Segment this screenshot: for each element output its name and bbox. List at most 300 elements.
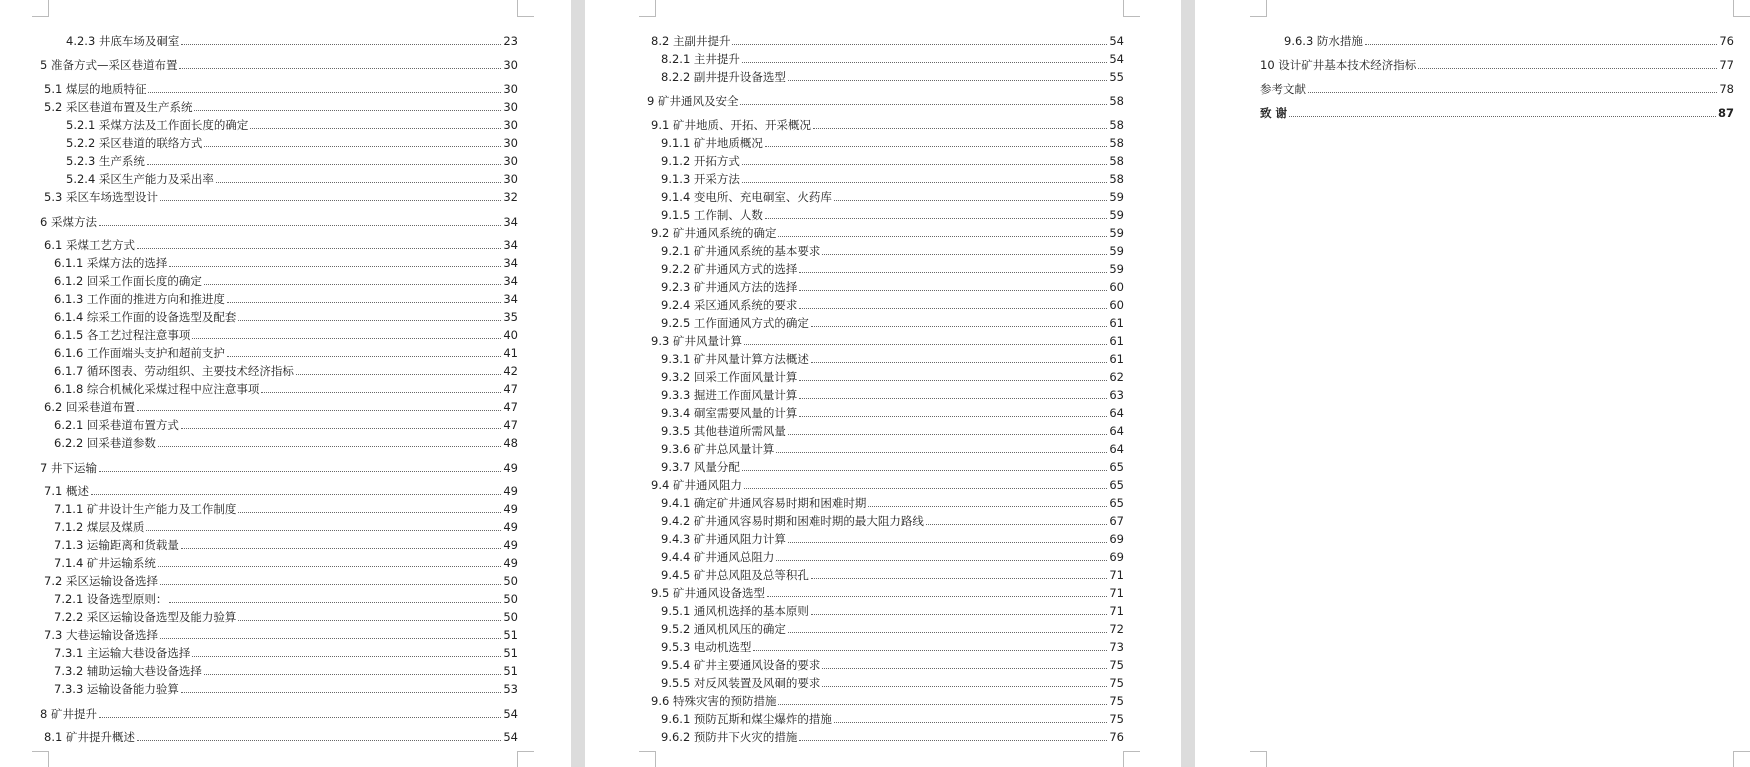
dot-leader	[742, 164, 1107, 165]
toc-page-number: 54	[1109, 34, 1124, 48]
toc-entry-title: 8.1 矿井提升概述	[44, 730, 135, 744]
toc-page-number: 58	[1109, 94, 1124, 108]
dot-leader	[158, 446, 501, 447]
toc-entry-title: 9.2.1 矿井通风系统的基本要求	[661, 244, 821, 258]
toc-entry[interactable]	[54, 291, 518, 307]
toc-entry[interactable]	[1284, 33, 1734, 49]
toc-entry-title: 6.1.1 采煤方法的选择	[54, 256, 168, 270]
toc-entry[interactable]	[661, 351, 1124, 367]
dot-leader	[834, 200, 1107, 201]
toc-entry-title: 9.3.5 其他巷道所需风量	[661, 424, 786, 438]
dot-leader	[160, 200, 501, 201]
dot-leader	[181, 548, 501, 549]
toc-entry[interactable]	[54, 591, 518, 607]
toc-entry-title: 6.2 回采巷道布置	[44, 400, 135, 414]
toc-page-number: 77	[1719, 58, 1734, 72]
dot-leader	[822, 668, 1107, 669]
dot-leader	[799, 308, 1107, 309]
toc-entry[interactable]	[661, 549, 1124, 565]
page-corner-mark	[1123, 0, 1140, 17]
toc-entry[interactable]	[54, 363, 518, 379]
dot-leader	[146, 530, 501, 531]
dot-leader	[765, 146, 1107, 147]
dot-leader	[740, 104, 1107, 105]
toc-entry-title: 7.2.2 采区运输设备选型及能力验算	[54, 610, 237, 624]
page-corner-mark	[639, 0, 656, 17]
dot-leader	[778, 704, 1107, 705]
dot-leader	[799, 416, 1107, 417]
toc-entry[interactable]	[44, 81, 518, 97]
toc-entry-title: 9.6 特殊灾害的预防措施	[651, 694, 777, 708]
dot-leader	[181, 428, 501, 429]
toc-entry[interactable]	[661, 675, 1124, 691]
dot-leader	[776, 452, 1107, 453]
toc-entry-title: 8 矿井提升	[40, 707, 97, 721]
toc-entry[interactable]	[661, 51, 1124, 67]
dot-leader	[137, 740, 501, 741]
toc-entry[interactable]	[44, 399, 518, 415]
toc-entry-title: 5.2.4 采区生产能力及采出率	[66, 172, 214, 186]
dot-leader	[765, 218, 1107, 219]
toc-page-number: 58	[1109, 136, 1124, 150]
document-page-3	[1195, 0, 1750, 767]
toc-entry-title: 6.2.2 回采巷道参数	[54, 436, 156, 450]
toc-entry[interactable]	[661, 513, 1124, 529]
toc-entry-title: 6.1.7 循环图表、劳动组织、主要技术经济指标	[54, 364, 294, 378]
toc-page-number: 49	[503, 502, 518, 516]
toc-entry-title: 6 采煤方法	[40, 215, 97, 229]
toc-entry[interactable]	[651, 33, 1124, 49]
toc-entry-title: 9.4.5 矿井总风阻及总等积孔	[661, 568, 809, 582]
toc-entry[interactable]	[54, 255, 518, 271]
dot-leader	[742, 182, 1107, 183]
toc-page-number: 64	[1109, 442, 1124, 456]
toc-entry[interactable]	[661, 207, 1124, 223]
toc-entry[interactable]	[54, 501, 518, 517]
toc-page-number: 47	[503, 382, 518, 396]
toc-page-number: 75	[1109, 694, 1124, 708]
toc-page-number: 49	[503, 556, 518, 570]
toc-page-number: 63	[1109, 388, 1124, 402]
dot-leader	[811, 578, 1107, 579]
toc-entry-title: 10 设计矿井基本技术经济指标	[1260, 58, 1417, 72]
toc-entry-title: 5.1 煤层的地质特征	[44, 82, 147, 96]
toc-entry-title: 9.4 矿井通风阻力	[651, 478, 742, 492]
dot-leader	[799, 290, 1107, 291]
toc-page-number: 48	[503, 436, 518, 450]
dot-leader	[753, 650, 1107, 651]
document-page-2	[585, 0, 1181, 767]
toc-entry-title: 6.1.5 各工艺过程注意事项	[54, 328, 191, 342]
dot-leader	[204, 674, 501, 675]
toc-entry[interactable]	[651, 333, 1124, 349]
toc-page-number: 40	[503, 328, 518, 342]
toc-entry[interactable]	[661, 657, 1124, 673]
toc-entry[interactable]	[54, 681, 518, 697]
toc-page-number: 71	[1109, 586, 1124, 600]
dot-leader	[822, 254, 1107, 255]
toc-page-number: 59	[1109, 226, 1124, 240]
toc-page-number: 65	[1109, 460, 1124, 474]
toc-entry[interactable]	[54, 537, 518, 553]
toc-entry[interactable]	[661, 297, 1124, 313]
dot-leader	[194, 110, 501, 111]
dot-leader	[147, 164, 501, 165]
dot-leader	[868, 506, 1107, 507]
dot-leader	[799, 398, 1107, 399]
toc-entry-title: 7.1 概述	[44, 484, 89, 498]
toc-entry[interactable]	[661, 315, 1124, 331]
toc-page-number: 76	[1109, 730, 1124, 744]
dot-leader	[160, 584, 501, 585]
dot-leader	[296, 374, 501, 375]
toc-entry[interactable]	[661, 495, 1124, 511]
toc-entry-title: 9.5.1 通风机选择的基本原则	[661, 604, 809, 618]
toc-entry[interactable]	[66, 117, 518, 133]
toc-page-number: 30	[503, 58, 518, 72]
dot-leader	[261, 392, 501, 393]
toc-entry[interactable]	[661, 423, 1124, 439]
toc-page-number: 35	[503, 310, 518, 324]
toc-page-number: 58	[1109, 154, 1124, 168]
toc-entry-title: 5 准备方式—采区巷道布置	[40, 58, 178, 72]
toc-page-number: 59	[1109, 190, 1124, 204]
toc-entry-title: 9.1.5 工作制、人数	[661, 208, 763, 222]
toc-entry-title: 7 井下运输	[40, 461, 97, 475]
toc-entry[interactable]	[44, 573, 518, 589]
toc-page-number: 49	[503, 461, 518, 475]
toc-entry[interactable]	[44, 729, 518, 745]
dot-leader	[834, 722, 1107, 723]
toc-entry[interactable]	[54, 327, 518, 343]
dot-leader	[158, 566, 501, 567]
toc-entry[interactable]	[66, 135, 518, 151]
toc-entry[interactable]	[661, 639, 1124, 655]
toc-page-number: 50	[503, 610, 518, 624]
toc-entry[interactable]	[40, 214, 518, 230]
toc-entry-title: 5.2 采区巷道布置及生产系统	[44, 100, 193, 114]
toc-page-number: 47	[503, 418, 518, 432]
toc-entry[interactable]	[661, 153, 1124, 169]
dot-leader	[767, 596, 1107, 597]
toc-page-number: 30	[503, 100, 518, 114]
toc-entry-title: 9.2.3 矿井通风方法的选择	[661, 280, 798, 294]
toc-entry-title: 5.2.3 生产系统	[66, 154, 145, 168]
toc-page-number: 34	[503, 274, 518, 288]
toc-entry[interactable]	[40, 460, 518, 476]
toc-entry-title: 9.3.3 掘进工作面风量计算	[661, 388, 798, 402]
toc-page-number: 51	[503, 664, 518, 678]
dot-leader	[216, 182, 501, 183]
toc-entry[interactable]	[44, 237, 518, 253]
dot-leader	[822, 686, 1107, 687]
toc-entry-title: 7.3 大巷运输设备选择	[44, 628, 158, 642]
toc-entry-title: 9.5.5 对反风装置及风硐的要求	[661, 676, 821, 690]
toc-page-number: 65	[1109, 478, 1124, 492]
dot-leader	[238, 512, 501, 513]
toc-entry-title: 8.2.2 副井提升设备选型	[661, 70, 786, 84]
dot-leader	[811, 362, 1107, 363]
toc-entry[interactable]	[651, 477, 1124, 493]
toc-page-number: 73	[1109, 640, 1124, 654]
dot-leader	[926, 524, 1107, 525]
dot-leader	[99, 717, 501, 718]
toc-entry-title: 8.2 主副井提升	[651, 34, 731, 48]
toc-entry-title: 7.3.1 主运输大巷设备选择	[54, 646, 191, 660]
toc-page-number: 54	[503, 730, 518, 744]
toc-entry[interactable]	[661, 711, 1124, 727]
toc-entry[interactable]	[1260, 105, 1734, 121]
dot-leader	[192, 338, 501, 339]
dot-leader	[788, 80, 1107, 81]
toc-entry[interactable]	[651, 585, 1124, 601]
toc-entry-title: 7.1.1 矿井设计生产能力及工作制度	[54, 502, 237, 516]
dot-leader	[799, 380, 1107, 381]
toc-entry-title: 9.1.1 矿井地质概况	[661, 136, 763, 150]
page-corner-mark	[639, 751, 656, 767]
toc-entry[interactable]	[40, 706, 518, 722]
toc-page-number: 51	[503, 628, 518, 642]
toc-entry-title: 9.4.3 矿井通风阻力计算	[661, 532, 786, 546]
dot-leader	[732, 44, 1107, 45]
toc-entry[interactable]	[661, 621, 1124, 637]
toc-page-number: 34	[503, 292, 518, 306]
toc-entry[interactable]	[647, 93, 1124, 109]
toc-entry-title: 9.3 矿井风量计算	[651, 334, 742, 348]
toc-entry[interactable]	[54, 435, 518, 451]
toc-entry[interactable]	[651, 693, 1124, 709]
toc-entry-title: 5.3 采区车场选型设计	[44, 190, 158, 204]
toc-page-number: 75	[1109, 676, 1124, 690]
toc-entry[interactable]	[661, 405, 1124, 421]
toc-page-number: 78	[1719, 82, 1734, 96]
document-page-1	[0, 0, 571, 767]
toc-page-number: 59	[1109, 262, 1124, 276]
toc-entry[interactable]	[1260, 81, 1734, 97]
dot-leader	[238, 320, 501, 321]
toc-entry-title: 7.3.2 辅助运输大巷设备选择	[54, 664, 202, 678]
toc-entry[interactable]	[661, 729, 1124, 745]
page-gap	[1181, 0, 1195, 767]
toc-entry[interactable]	[651, 225, 1124, 241]
toc-entry[interactable]	[54, 519, 518, 535]
toc-entry[interactable]	[54, 645, 518, 661]
toc-page-number: 61	[1109, 316, 1124, 330]
dot-leader	[742, 470, 1107, 471]
dot-leader	[160, 638, 501, 639]
dot-leader	[99, 471, 501, 472]
page-corner-mark	[517, 751, 534, 767]
toc-page-number: 53	[503, 682, 518, 696]
toc-page-number: 64	[1109, 424, 1124, 438]
toc-entry-title: 9.1.2 开拓方式	[661, 154, 740, 168]
toc-entry[interactable]	[661, 531, 1124, 547]
toc-entry-title: 6.1 采煤工艺方式	[44, 238, 135, 252]
page-corner-mark	[32, 0, 49, 17]
toc-entry[interactable]	[66, 33, 518, 49]
dot-leader	[204, 146, 501, 147]
dot-leader	[169, 602, 501, 603]
toc-entry[interactable]	[1260, 57, 1734, 73]
toc-entry[interactable]	[661, 135, 1124, 151]
toc-page-number: 30	[503, 154, 518, 168]
toc-entry[interactable]	[661, 261, 1124, 277]
toc-entry[interactable]	[54, 309, 518, 325]
toc-entry-title: 4.2.3 井底车场及硐室	[66, 34, 180, 48]
toc-entry-title: 7.3.3 运输设备能力验算	[54, 682, 179, 696]
dot-leader	[799, 740, 1107, 741]
page-gap	[571, 0, 585, 767]
dot-leader	[181, 44, 501, 45]
toc-entry[interactable]	[44, 189, 518, 205]
toc-entry[interactable]	[54, 663, 518, 679]
toc-entry[interactable]	[651, 117, 1124, 133]
dot-leader	[99, 225, 501, 226]
toc-entry-title: 9 矿井通风及安全	[647, 94, 739, 108]
dot-leader	[250, 128, 501, 129]
dot-leader	[788, 542, 1107, 543]
toc-page-number: 30	[503, 118, 518, 132]
toc-page-number: 51	[503, 646, 518, 660]
dot-leader	[91, 494, 501, 495]
toc-entry-title: 7.1.2 煤层及煤质	[54, 520, 145, 534]
toc-entry-title: 6.2.1 回采巷道布置方式	[54, 418, 179, 432]
toc-entry-title: 6.1.6 工作面端头支护和超前支护	[54, 346, 225, 360]
dot-leader	[744, 344, 1107, 345]
toc-entry[interactable]	[661, 603, 1124, 619]
toc-entry-title: 6.1.8 综合机械化采煤过程中应注意事项	[54, 382, 260, 396]
toc-page-number: 50	[503, 592, 518, 606]
toc-entry-title: 9.4.1 确定矿井通风容易时期和困难时期	[661, 496, 867, 510]
toc-entry-title: 7.1.3 运输距离和货载量	[54, 538, 179, 552]
toc-entry[interactable]	[54, 555, 518, 571]
toc-page-number: 50	[503, 574, 518, 588]
toc-page-number: 75	[1109, 658, 1124, 672]
toc-entry-title: 9.4.2 矿井通风容易时期和困难时期的最大阻力路线	[661, 514, 924, 528]
toc-entry-title: 9.3.4 硐室需要风量的计算	[661, 406, 798, 420]
toc-page-number: 49	[503, 538, 518, 552]
toc-page-number: 72	[1109, 622, 1124, 636]
dot-leader	[1365, 44, 1717, 45]
toc-entry-title: 参考文献	[1260, 82, 1306, 96]
page-corner-mark	[1123, 751, 1140, 767]
dot-leader	[742, 62, 1107, 63]
toc-entry[interactable]	[54, 609, 518, 625]
toc-page-number: 58	[1109, 118, 1124, 132]
toc-page-number: 30	[503, 82, 518, 96]
dot-leader	[744, 488, 1107, 489]
toc-entry-title: 9.5.4 矿井主要通风设备的要求	[661, 658, 821, 672]
toc-page-number: 54	[1109, 52, 1124, 66]
toc-page-number: 67	[1109, 514, 1124, 528]
toc-entry[interactable]	[661, 369, 1124, 385]
dot-leader	[776, 560, 1107, 561]
toc-entry-title: 9.6.3 防水措施	[1284, 34, 1363, 48]
toc-page-number: 58	[1109, 172, 1124, 186]
toc-page-number: 69	[1109, 532, 1124, 546]
dot-leader	[137, 248, 501, 249]
page-corner-mark	[1250, 751, 1267, 767]
toc-entry-title: 9.4.4 矿井通风总阻力	[661, 550, 775, 564]
dot-leader	[227, 302, 501, 303]
toc-entry[interactable]	[661, 171, 1124, 187]
toc-entry[interactable]	[44, 483, 518, 499]
toc-page-number: 55	[1109, 70, 1124, 84]
toc-entry[interactable]	[661, 567, 1124, 583]
toc-entry-title: 5.2.2 采区巷道的联络方式	[66, 136, 203, 150]
toc-page-number: 34	[503, 256, 518, 270]
toc-page-number: 75	[1109, 712, 1124, 726]
dot-leader	[811, 326, 1107, 327]
toc-entry-title: 9.5.2 通风机风压的确定	[661, 622, 786, 636]
toc-entry-title: 7.2.1 设备选型原则：	[54, 592, 168, 606]
toc-entry[interactable]	[661, 189, 1124, 205]
toc-entry[interactable]	[661, 243, 1124, 259]
toc-entry[interactable]	[44, 627, 518, 643]
toc-entry-title: 7.1.4 矿井运输系统	[54, 556, 156, 570]
toc-entry[interactable]	[54, 345, 518, 361]
toc-page-number: 54	[503, 707, 518, 721]
dot-leader	[192, 656, 501, 657]
page-corner-mark	[32, 751, 49, 767]
toc-page-number: 71	[1109, 604, 1124, 618]
toc-page-number: 65	[1109, 496, 1124, 510]
toc-entry[interactable]	[54, 417, 518, 433]
dot-leader	[778, 236, 1107, 237]
toc-entry-title: 致 谢	[1260, 106, 1288, 120]
dot-leader	[137, 410, 501, 411]
toc-entry-title: 6.1.2 回采工作面长度的确定	[54, 274, 202, 288]
toc-page-number: 61	[1109, 352, 1124, 366]
dot-leader	[204, 284, 501, 285]
toc-page-number: 59	[1109, 208, 1124, 222]
dot-leader	[179, 68, 501, 69]
toc-entry[interactable]	[661, 441, 1124, 457]
toc-page-number: 60	[1109, 280, 1124, 294]
toc-page-number: 71	[1109, 568, 1124, 582]
toc-page-number: 47	[503, 400, 518, 414]
toc-entry-title: 9.2.4 采区通风系统的要求	[661, 298, 798, 312]
toc-entry[interactable]	[40, 57, 518, 73]
dot-leader	[811, 614, 1107, 615]
toc-page-number: 61	[1109, 334, 1124, 348]
toc-entry[interactable]	[66, 171, 518, 187]
toc-page-number: 59	[1109, 244, 1124, 258]
toc-entry[interactable]	[54, 273, 518, 289]
toc-entry[interactable]	[661, 387, 1124, 403]
page-corner-mark	[517, 0, 534, 17]
toc-page-number: 23	[503, 34, 518, 48]
toc-entry-title: 9.1.4 变电所、充电硐室、火药库	[661, 190, 832, 204]
toc-page-number: 41	[503, 346, 518, 360]
toc-entry[interactable]	[661, 69, 1124, 85]
toc-entry[interactable]	[54, 381, 518, 397]
toc-page-number: 32	[503, 190, 518, 204]
toc-entry-title: 9.5.3 电动机选型	[661, 640, 752, 654]
toc-page-number: 76	[1719, 34, 1734, 48]
toc-entry[interactable]	[44, 99, 518, 115]
toc-entry-title: 9.2.2 矿井通风方式的选择	[661, 262, 798, 276]
toc-entry[interactable]	[661, 459, 1124, 475]
toc-page-number: 34	[503, 215, 518, 229]
toc-entry[interactable]	[661, 279, 1124, 295]
toc-page-number: 49	[503, 484, 518, 498]
toc-entry[interactable]	[66, 153, 518, 169]
toc-entry-title: 6.1.3 工作面的推进方向和推进度	[54, 292, 225, 306]
toc-page-number: 30	[503, 136, 518, 150]
toc-page-number: 42	[503, 364, 518, 378]
page-corner-mark	[1733, 751, 1750, 767]
